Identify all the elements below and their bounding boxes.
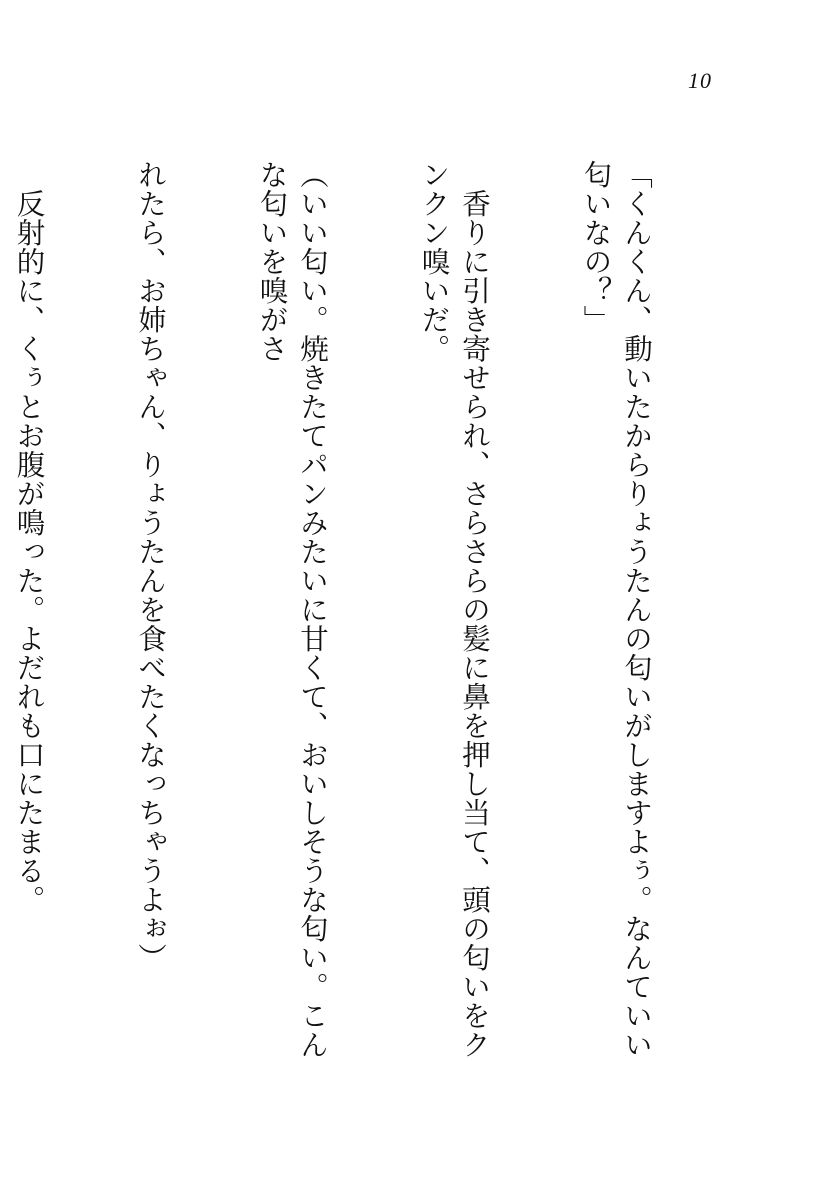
page-number: 10 [688,68,712,93]
text-line-2: 香りに引き寄せられ、さらさらの髪に鼻を押し当て、頭の匂いをクンクン嗅いだ。 [417,160,491,1059]
text-line-5: 反射的に、くぅとお腹が鳴った。よだれも口にたまる。 [12,160,46,914]
text-line-1: 「くんくん、動いたからりょうたんの匂いがしますよぅ。なんていい匂いなの？」 [579,160,653,1059]
text-line-3: （いい匂い。焼きたてパンみたいに甘くて、おいしそうな匂い。こんな匂いを嗅がさ [255,160,329,1059]
text-line-4: れたら、お姉ちゃん、りょうたんを食べたくなっちゃうよぉ） [134,160,167,972]
body-text [0,160,737,1080]
